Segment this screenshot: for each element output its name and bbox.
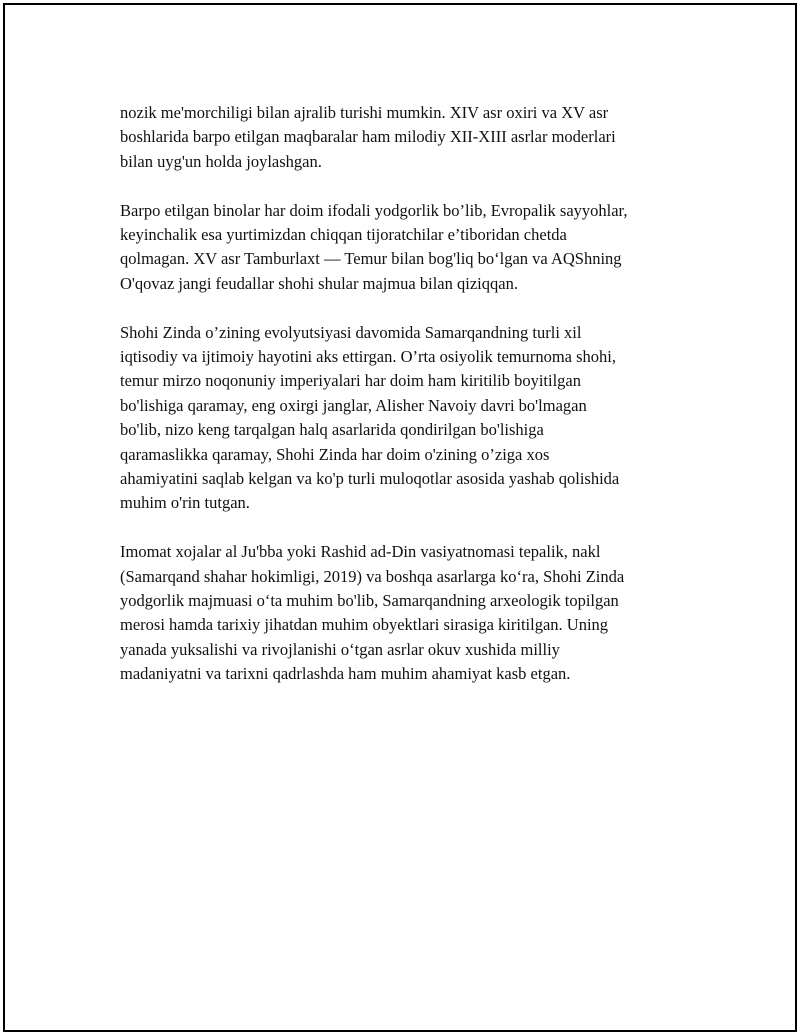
- text-line: madaniyatni va tarixni qadrlashda ham muhim ahamiyat kasb etgan.: [120, 664, 571, 684]
- text-line: O'qovaz jangi feudallar shohi shular majmua bilan qiziqqan.: [120, 273, 518, 293]
- text-line: temur mirzo noqonuniy imperiyalari har doim ham kiritilib boyitilgan: [120, 371, 581, 391]
- text-line: nozik me'morchiligi bilan ajralib turishi mumkin. XIV asr oxiri va XV asr: [120, 103, 609, 122]
- paragraph-3: [120, 321, 692, 516]
- paragraph-4: [120, 540, 692, 686]
- text-line: iqtisodiy va ijtimoiy hayotini aks ettirgan. O’rta osiyolik temurnoma shohi,: [120, 347, 617, 367]
- document-body: [120, 101, 692, 711]
- text-line: qolmagan. XV asr Tamburlaxt — Temur bilan bog'liq bo‘lgan va AQShning: [120, 249, 622, 269]
- paragraph-2: [120, 199, 692, 297]
- text-line: yodgorlik majmuasi o‘ta muhim bo'lib, Samarqandning arxeologik topilgan: [120, 591, 619, 611]
- text-line: Barpo etilgan binolar har doim ifodali yodgorlik bo’lib, Evropalik sayyohlar,: [120, 200, 628, 220]
- text-line: muhim o'rin tutgan.: [120, 493, 250, 513]
- text-line: bo'lib, nizo keng tarqalgan halq asarlarida qondirilgan bo'lishiga: [120, 420, 544, 440]
- text-line: bilan uyg'un holda joylashgan.: [120, 151, 322, 171]
- text-line: ahamiyatini saqlab kelgan va ko'p turli muloqotlar asosida yashab qolishida: [120, 469, 620, 489]
- text-line: (Samarqand shahar hokimligi, 2019) va boshqa asarlarga ko‘ra, Shohi Zinda: [120, 566, 625, 586]
- text-line: keyinchalik esa yurtimizdan chiqqan tijoratchilar e’tiboridan chetda: [120, 225, 567, 245]
- text-line: Imomat xojalar al Ju'bba yoki Rashid ad-Din vasiyatnomasi tepalik, nakl: [120, 542, 601, 562]
- text-line: bo'lishiga qaramay, eng oxirgi janglar, Alisher Navoiy davri bo'lmagan: [120, 395, 587, 415]
- paragraph-1: [120, 101, 692, 174]
- text-line: yanada yuksalishi va rivojlanishi o‘tgan asrlar okuv xushida milliy: [120, 639, 560, 659]
- text-line: Shohi Zinda o’zining evolyutsiyasi davomida Samarqandning turli xil: [120, 322, 582, 342]
- page: [3, 3, 797, 1032]
- text-line: boshlarida barpo etilgan maqbaralar ham milodiy XII-XIII asrlar moderlari: [120, 127, 616, 147]
- text-line: merosi hamda tarixiy jihatdan muhim obyektlari sirasiga kiritilgan. Uning: [120, 615, 609, 635]
- text-line: qaramaslikka qaramay, Shohi Zinda har doim o'zining o’ziga xos: [120, 444, 550, 464]
